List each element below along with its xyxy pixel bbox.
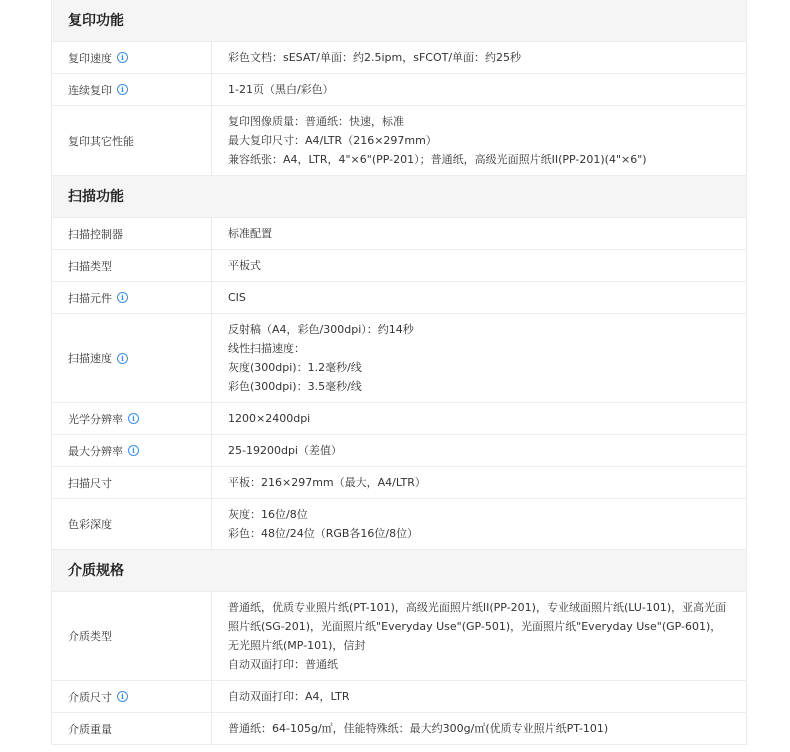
spec-value-cell: [212, 314, 746, 402]
spec-label: 扫描控制器: [68, 227, 123, 241]
spec-value-cell: [212, 713, 746, 744]
spec-label: 扫描元件: [68, 291, 112, 305]
spec-value-line: 自动双面打印：普通纸: [228, 658, 338, 671]
spec-value-cell: [212, 282, 746, 313]
spec-value-line: 灰度(300dpi)：1.2毫秒/线: [228, 361, 362, 374]
spec-label-cell: [52, 106, 212, 175]
spec-row: [52, 681, 746, 713]
spec-label: 介质重量: [68, 722, 112, 736]
spec-label-cell: [52, 681, 212, 712]
spec-label-cell: [52, 499, 212, 549]
spec-value-line: 平板：216×297mm（最大，A4/LTR）: [228, 476, 426, 489]
spec-label-cell: [52, 250, 212, 281]
spec-value-line: 1200×2400dpi: [228, 412, 311, 425]
info-icon[interactable]: i: [128, 445, 139, 456]
spec-value-line: 最大复印尺寸：A4/LTR（216×297mm）: [228, 134, 437, 147]
spec-value-cell: [212, 250, 746, 281]
spec-label-cell: [52, 713, 212, 744]
spec-value-cell: [212, 592, 746, 680]
spec-value-cell: [212, 106, 746, 175]
spec-row: [52, 218, 746, 250]
spec-label-cell: [52, 74, 212, 105]
section-header: 复印功能: [52, 0, 746, 42]
spec-label: 扫描尺寸: [68, 476, 112, 490]
spec-label-cell: [52, 282, 212, 313]
spec-value-cell: [212, 42, 746, 73]
spec-row: [52, 106, 746, 176]
spec-label: 复印其它性能: [68, 134, 134, 148]
spec-value-line: 自动双面打印：A4，LTR: [228, 690, 350, 703]
spec-value-line: 25-19200dpi（差值）: [228, 444, 342, 457]
spec-value-line: CIS: [228, 291, 246, 304]
spec-value-line: 普通纸：64-105g/㎡，佳能特殊纸：最大约300g/㎡(优质专业照片纸PT-101): [228, 722, 609, 735]
spec-value-cell: [212, 403, 746, 434]
spec-value-line: 彩色文档：sESAT/单面：约2.5ipm，sFCOT/单面：约25秒: [228, 51, 522, 64]
spec-value-line: 灰度：16位/8位: [228, 508, 308, 521]
spec-label-cell: [52, 42, 212, 73]
spec-label: 最大分辨率: [68, 444, 123, 458]
spec-row: [52, 592, 746, 681]
spec-table: [51, 0, 747, 745]
spec-value-line: 反射稿（A4，彩色/300dpi）：约14秒: [228, 323, 414, 336]
info-icon[interactable]: i: [117, 84, 128, 95]
spec-value-line: 彩色(300dpi)：3.5毫秒/线: [228, 380, 362, 393]
spec-row: [52, 435, 746, 467]
spec-value-line: 普通纸，优质专业照片纸(PT-101)，高级光面照片纸II(PP-201)，专业绒面照片纸(LU-101)，亚高光面照片纸(SG-201)，光面照片纸"Everyday Use"(GP-501)，光面照片纸"Everyday Use"(GP-601)，无光照片纸(MP-101)，信封: [228, 601, 727, 652]
spec-row: [52, 403, 746, 435]
info-icon[interactable]: i: [117, 52, 128, 63]
info-icon[interactable]: i: [117, 691, 128, 702]
spec-label-cell: [52, 403, 212, 434]
spec-value-line: 1-21页（黑白/彩色）: [228, 83, 334, 96]
spec-row: [52, 713, 746, 745]
spec-label: 扫描速度: [68, 352, 112, 365]
section-header: 介质规格: [52, 550, 746, 592]
spec-label: 连续复印: [68, 83, 112, 97]
spec-value-cell: [212, 435, 746, 466]
spec-row: [52, 314, 746, 403]
spec-label: 色彩深度: [68, 518, 112, 531]
spec-value-line: 兼容纸张：A4，LTR，4"×6"(PP-201）；普通纸，高级光面照片纸II(PP-201)(4"×6"): [228, 153, 647, 166]
spec-value-line: 复印图像质量：普通纸：快速，标准: [228, 115, 404, 128]
spec-row: [52, 42, 746, 74]
spec-value-cell: [212, 467, 746, 498]
info-icon[interactable]: i: [128, 413, 139, 424]
spec-label-cell: [52, 467, 212, 498]
spec-value-cell: [212, 218, 746, 249]
spec-value-line: 平板式: [228, 259, 261, 272]
spec-row: [52, 74, 746, 106]
spec-row: [52, 250, 746, 282]
spec-label-cell: [52, 592, 212, 680]
spec-value-line: 彩色：48位/24位（RGB各16位/8位）: [228, 527, 419, 540]
spec-label: 介质尺寸: [68, 690, 112, 704]
spec-label-cell: [52, 218, 212, 249]
section-header: 扫描功能: [52, 176, 746, 218]
spec-row: [52, 499, 746, 550]
info-icon[interactable]: i: [117, 292, 128, 303]
spec-value-cell: [212, 681, 746, 712]
spec-label: 光学分辨率: [68, 412, 123, 426]
spec-label: 复印速度: [68, 51, 112, 65]
spec-value-line: 标准配置: [228, 227, 272, 240]
spec-value-cell: [212, 74, 746, 105]
spec-label: 介质类型: [68, 630, 112, 643]
spec-label-cell: [52, 435, 212, 466]
spec-value-line: 线性扫描速度：: [228, 342, 305, 355]
spec-value-cell: [212, 499, 746, 549]
spec-label: 扫描类型: [68, 259, 112, 273]
info-icon[interactable]: i: [117, 353, 128, 364]
spec-row: [52, 467, 746, 499]
spec-row: [52, 282, 746, 314]
spec-label-cell: [52, 314, 212, 402]
